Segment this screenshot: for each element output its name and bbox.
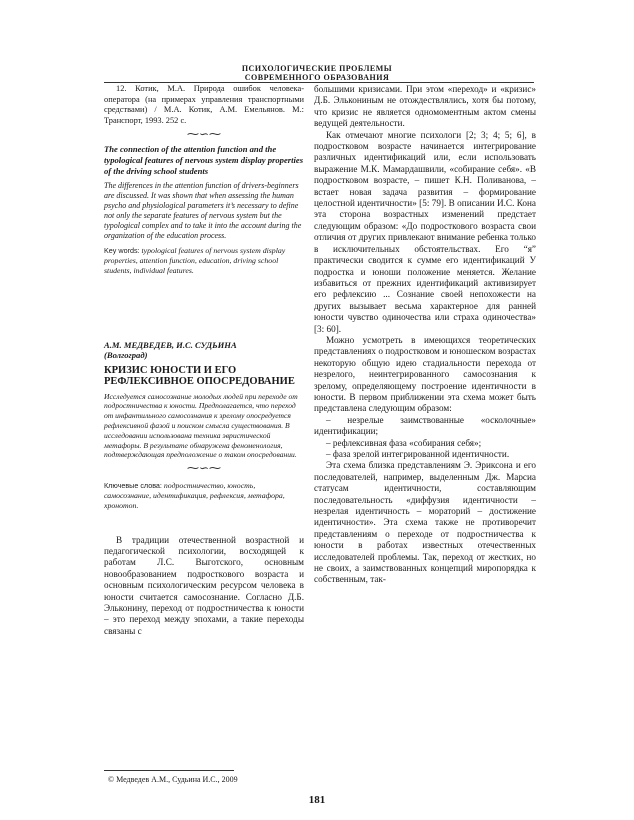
copyright-note: © Медведев А.М., Судьина И.С., 2009 xyxy=(108,775,238,784)
english-keywords-label: Key words: xyxy=(104,246,140,256)
footnote-divider xyxy=(104,770,234,771)
russian-keywords-label: Ключевые слова: xyxy=(104,481,162,491)
running-header xyxy=(0,64,634,82)
reference-item: 12. Котик, М.А. Природа ошибок человека-оператора (на примерах управления транспортными средствами) / М.А. Котик, А.М. Емельянов. М.: Транспорт, 1993. 252 с. xyxy=(104,84,304,125)
russian-keywords xyxy=(104,481,304,510)
ornament-divider-icon: ⁓∽⁓ xyxy=(186,461,222,476)
page-number: 181 xyxy=(308,794,326,806)
ornament-divider-icon: ⁓∽⁓ xyxy=(186,127,222,142)
body-paragraph-1: В традиции отечественной возрастной и педагогической психологии, восходящей к работам Л.С. Выготского, основным новообразованием подросткового возраста и основным психологическим ресурсом человека в юности считается самосознание. Согласно Д.Б. Эльконину, переход от подростничества к юности – это переход между эпохами, а такие переходы связаны с xyxy=(104,534,304,636)
body-paragraph-4: Эта схема близка представлениям Э. Эриксона и его последователей, например, выделенным Дж. Марсиа статусам идентичности, составляющим последовательность «диффузия идентичности – незрелая идентичность – мораторий – достижение идентичности». Эта схема также не противоречит представлениям о переходе от подростничества к юности в работах известных отечественных исследователей проблемы. Так, переход от жестких, но не своих, а заимствованных концепций миропорядка к собственным, так- xyxy=(314,460,536,585)
english-title: The connection of the attention function and the typological features of nervous system display properties of the driving school students xyxy=(104,144,304,176)
left-column xyxy=(104,84,304,637)
header-line-2: СОВРЕМЕННОГО ОБРАЗОВАНИЯ xyxy=(244,73,390,82)
russian-keywords-text: подростничество, юность, самосознание, идентификация, рефлексия, метафора, хронотоп. xyxy=(104,481,285,510)
russian-abstract: Исследуется самосознание молодых людей при переходе от подростничества к юности. Предполагается, что переход от инфантильного самосознания к зрелому опосредуется рефлексивной фазой и поиском смысла существования. В исследовании использована техника эвристической метафоры. В результате обнаружена феноменология, подтверждающая предположение о таком опосредовании. xyxy=(104,391,298,460)
header-line-1: ПСИХОЛОГИЧЕСКИЕ ПРОБЛЕМЫ xyxy=(241,64,393,73)
english-keywords xyxy=(104,246,304,275)
english-keywords-text: typological features of nervous system display properties, attention function, education, driving school students, individual features. xyxy=(104,246,286,275)
english-abstract: The differences in the attention function of drivers-beginners are discussed. It was shown that when assessing the human psycho and physiological parameters it’s necessary to define not only the separate features of nervous system but the typological complex and to take it into the account during the organization of the education process. xyxy=(104,181,302,241)
body-paragraph-3: Можно усмотреть в имеющихся теоретических представлениях о подростковом и юношеском возрастах некоторую общую идею стадиальности перехода от незрелого, неинтегрированного самосознания к зрелому, определяющему построение идентичности в юности. В первом приближении эта схема может быть представлена следующим образом: xyxy=(314,334,536,414)
body-paragraph-continued: большими кризисами. При этом «переход» и «кризис» Д.Б. Элькониным не отождествлялись, хотя бы потому, что кризис не является одномоментным актом смены ведущей деятельности. xyxy=(314,84,536,129)
article-title: КРИЗИС ЮНОСТИ И ЕГО РЕФЛЕКСИВНОЕ ОПОСРЕДОВАНИЕ xyxy=(104,364,295,388)
list-item: – незрелые заимствованные «осколочные» идентификации; xyxy=(314,414,536,437)
list-item: – фаза зрелой интегрированной идентичности. xyxy=(326,449,510,459)
header-divider xyxy=(104,82,534,83)
body-paragraph-2: Как отмечают многие психологи [2; 3; 4; 5; 6], в подростковом возрасте начинается интегрирование различных идентификаций или, если использовать выражение М.К. Мамардашвили, «собирание себя». «В подростковом возрасте, – пишет К.Н. Поливанова, – встает новая задача развития – формирование целостной идентичности» [5: 79]. В описании И.С. Кона эта сторона возрастных изменений предстает следующим образом: «До подросткового возраста свои отличия от других привлекают внимание ребенка только в исключительных обстоятельствах. Его “я” практически сводится к сумме его идентификаций У подростка и юноши положение меняется. Желание избавиться от прежних идентификаций активизирует его рефлексию ... Сознание своей непохожести на других вызывает весьма характерное для ранней юности чувство одиночества или страха одиночества» [3: 60]. xyxy=(314,129,536,334)
list-item: – рефлексивная фаза «собирания себя»; xyxy=(326,437,482,448)
right-column xyxy=(314,84,536,586)
article-city: (Волгоград) xyxy=(104,349,148,360)
article-authors: А.М. МЕДВЕДЕВ, И.С. СУДЬИНА xyxy=(104,339,237,350)
